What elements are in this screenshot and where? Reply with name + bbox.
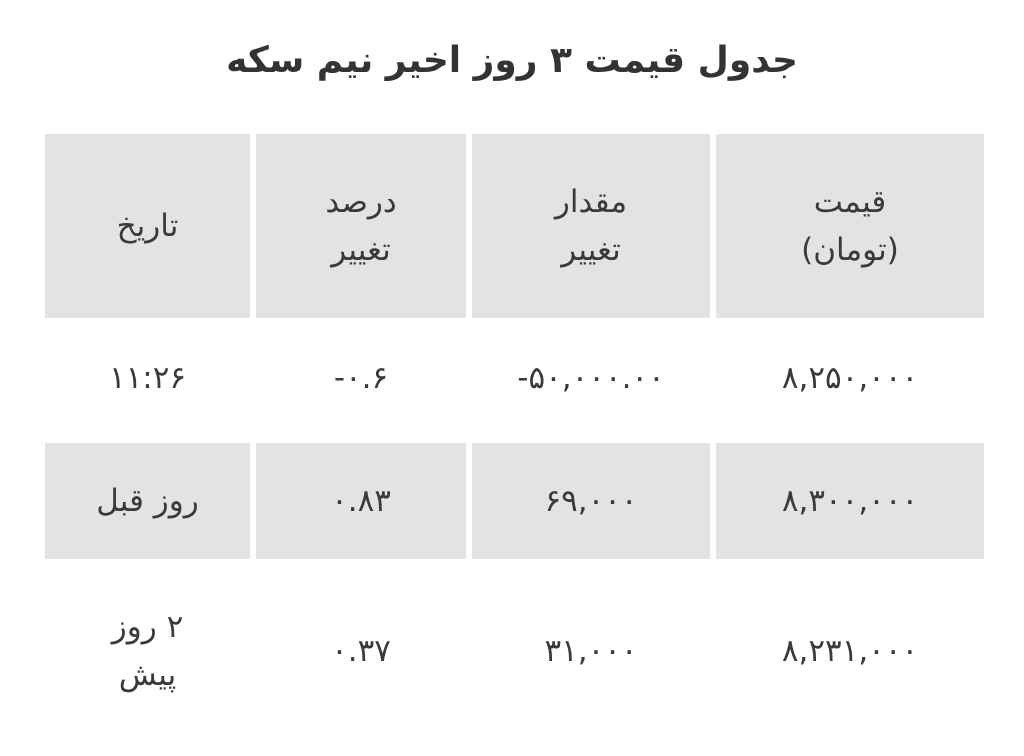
table-row	[42, 564, 984, 738]
table-header-row	[42, 134, 984, 318]
cell-price: ۸,۳۰۰,۰۰۰	[716, 443, 984, 559]
cell-percent: ۰.۳۷	[331, 632, 391, 669]
table-row	[42, 318, 984, 438]
header-change: مقدار تغییر	[472, 134, 710, 318]
cell-price: ۸,۲۳۱,۰۰۰	[781, 632, 919, 669]
cell-percent: ۰.۸۳	[256, 443, 466, 559]
cell-change: ۵۰,۰۰۰.۰۰-	[517, 359, 665, 396]
cell-change: ۶۹,۰۰۰	[472, 443, 710, 559]
cell-date: ۱۱:۲۶	[108, 359, 187, 396]
table-row	[42, 443, 984, 559]
header-date: تاریخ	[45, 134, 250, 318]
cell-date: ۲ روز پیش	[111, 608, 184, 693]
header-percent: درصد تغییر	[256, 134, 466, 318]
cell-price: ۸,۲۵۰,۰۰۰	[781, 359, 919, 396]
cell-percent: ۰.۶-	[333, 359, 389, 396]
cell-change: ۳۱,۰۰۰	[544, 632, 638, 669]
header-price: قیمت (تومان)	[716, 134, 984, 318]
price-table	[42, 134, 984, 738]
cell-date: روز قبل	[45, 443, 250, 559]
page-title: جدول قیمت ۳ روز اخیر نیم سکه	[226, 40, 798, 81]
